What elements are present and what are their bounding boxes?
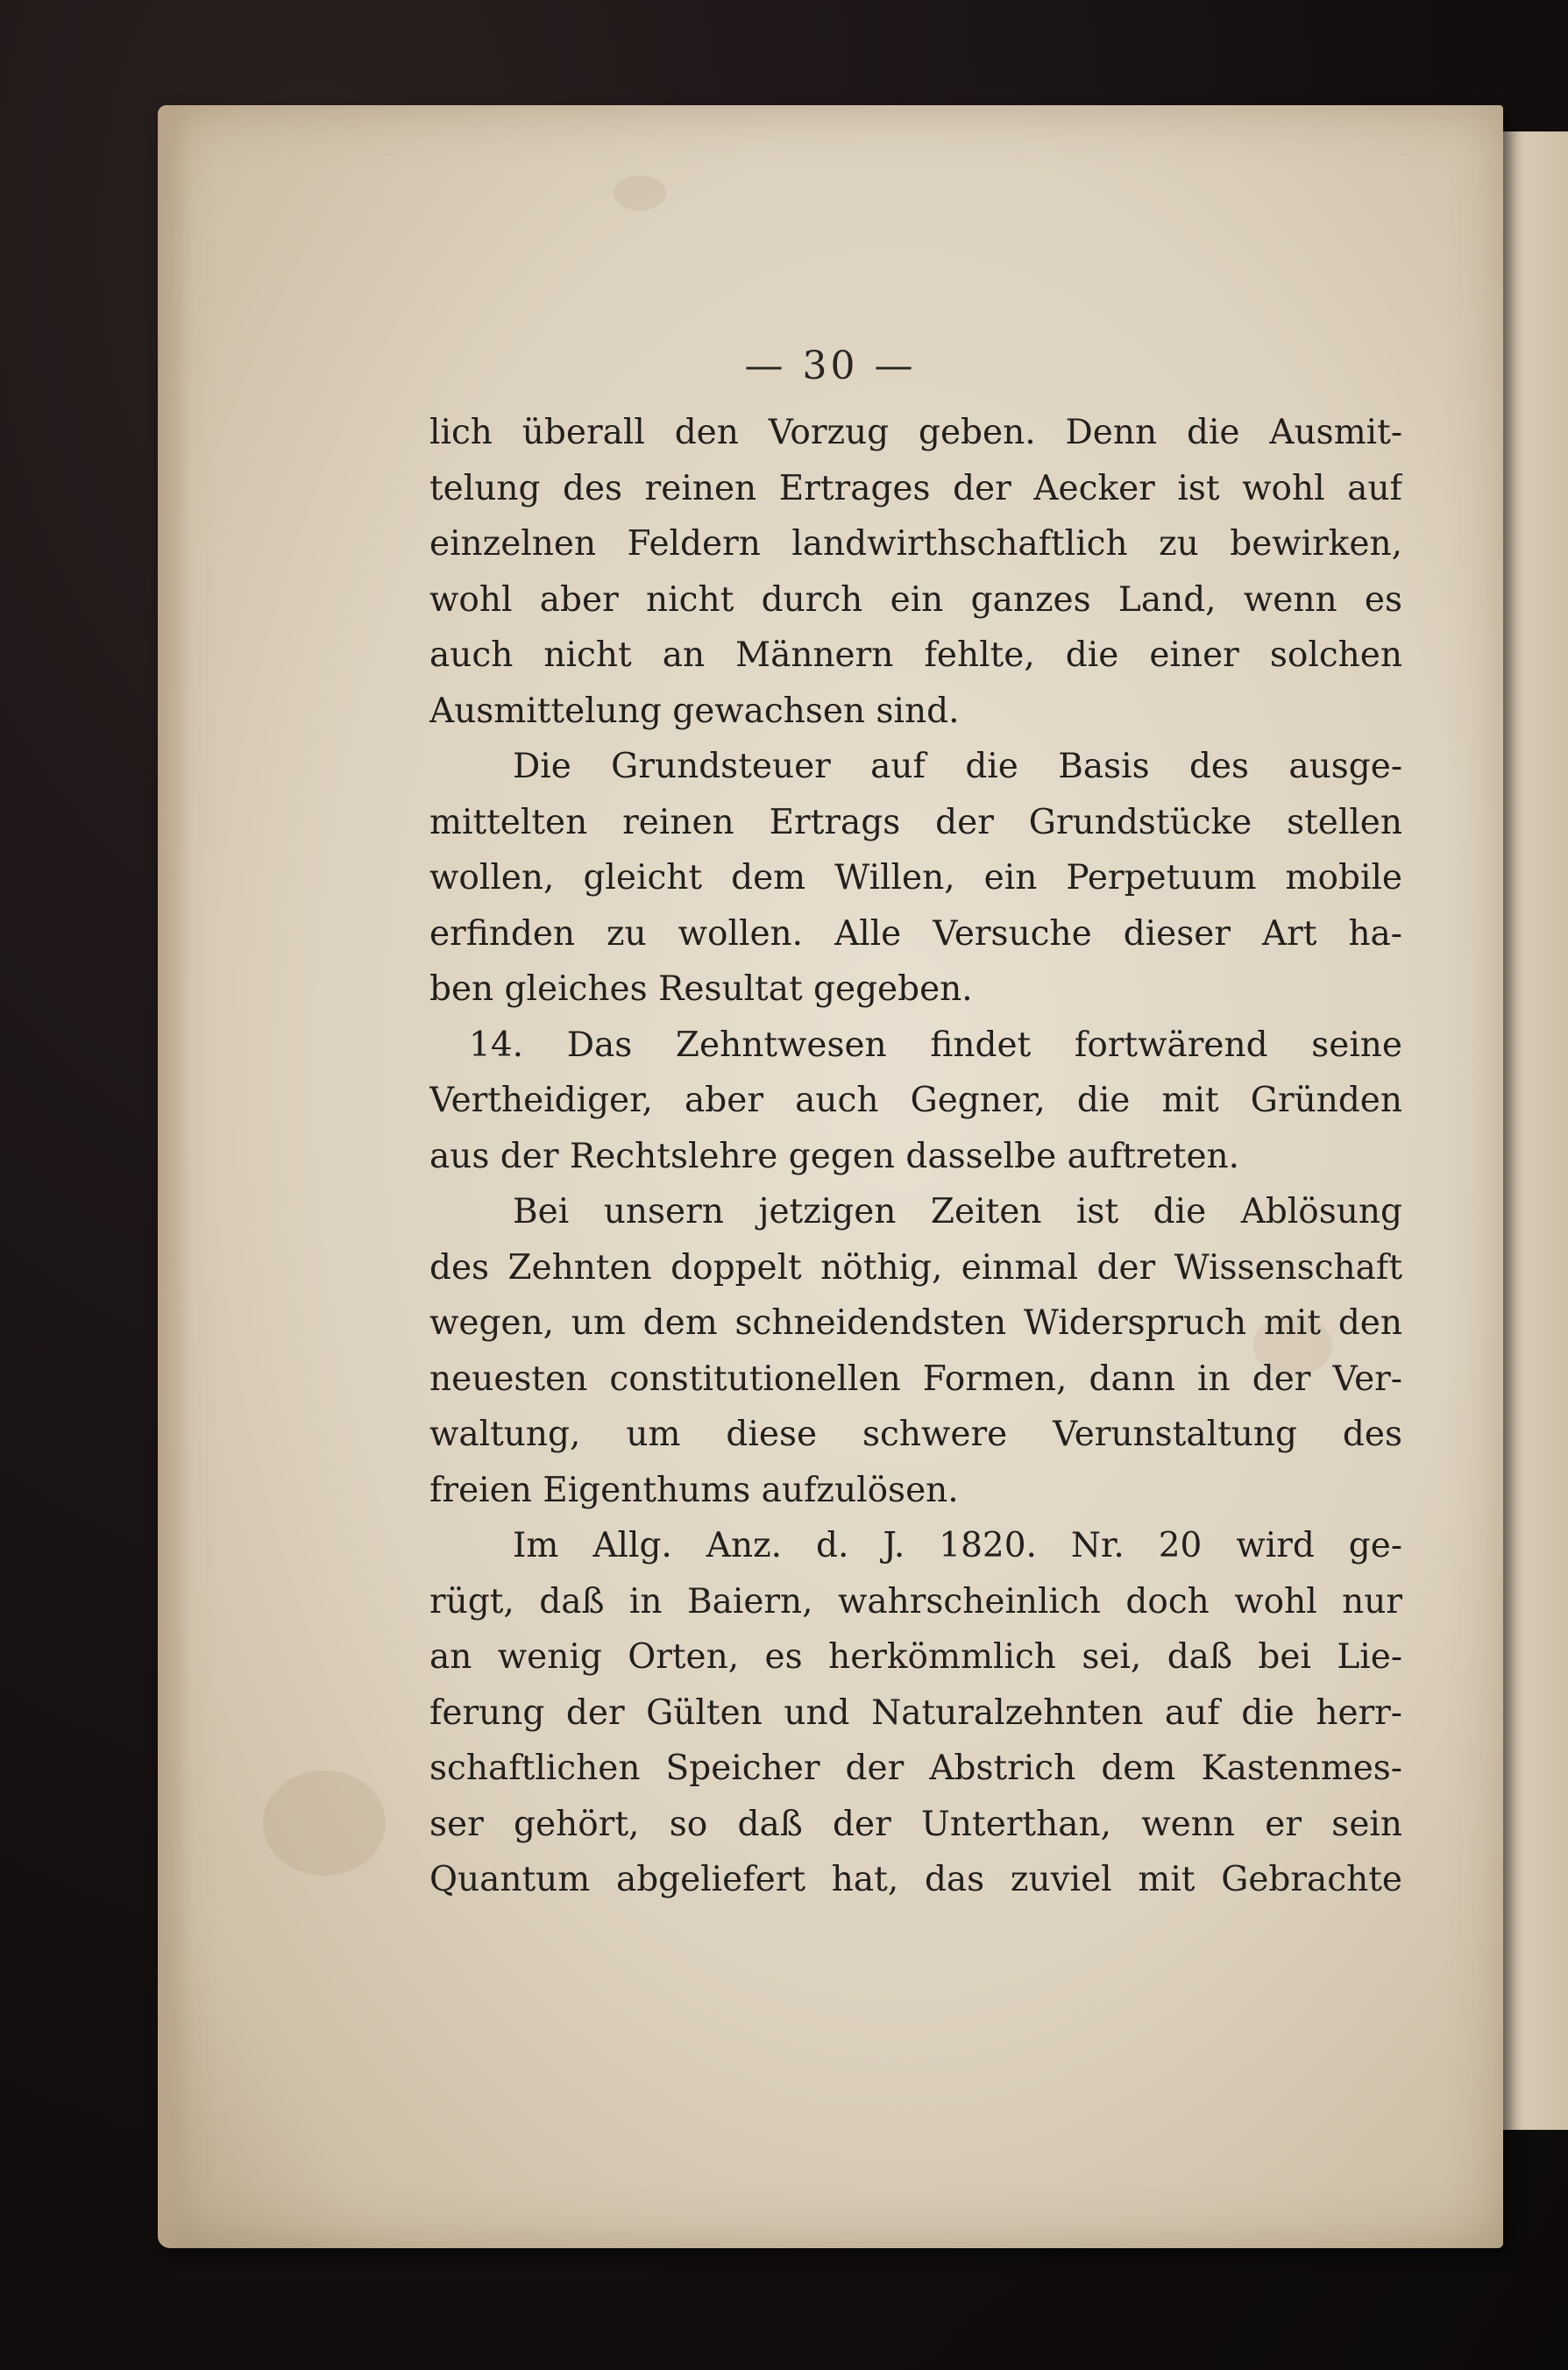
text-line: waltung, um diese schwere Verunstaltung des [429,1415,1402,1454]
text-line: wegen, um dem schneidendsten Widerspruch mit den [429,1303,1402,1343]
text-line: mittelten reinen Ertrags der Grundstücke stellen [429,802,1402,842]
paper-stain [614,175,666,210]
text-line: ferung der Gülten und Naturalzehnten auf die herr- [429,1692,1402,1733]
text-line: auch nicht an Männern fehlte, die einer solchen [429,635,1402,675]
text-line: neuesten constitutionellen Formen, dann in der Ver- [429,1359,1402,1399]
text-line: einzelnen Feldern landwirthschaftlich zu bewirken, [429,524,1402,564]
text-line: freien Eigenthums aufzulösen. [429,1470,959,1510]
text-line: wollen, gleicht dem Willen, ein Perpetuum mobile [429,858,1402,898]
body-text [429,405,1402,1908]
text-line: Die Grundsteuer auf die Basis des ausge- [513,747,1402,786]
text-line: aus der Rechtslehre gegen dasselbe auftreten. [429,1136,1240,1176]
text-line: Ausmittelung gewachsen sind. [429,691,960,731]
page-left-edge [158,105,191,2248]
text-line: ser gehört, so daß der Unterthan, wenn er sein [429,1804,1402,1844]
paper-stain [263,1770,386,1876]
text-line: schaftlichen Speicher der Abstrich dem Kastenmes- [429,1749,1402,1788]
text-line: ben gleiches Resultat gegeben. [429,969,973,1009]
text-line: Vertheidiger, aber auch Gegner, die mit Gründen [429,1081,1402,1120]
text-line: des Zehnten doppelt nöthig, einmal der Wissenschaft [429,1247,1402,1288]
text-line: Bei unsern jetzigen Zeiten ist die Ablösung [513,1192,1402,1231]
text-line: erfinden zu wollen. Alle Versuche dieser Art ha- [429,913,1402,954]
text-line: telung des reinen Ertrages der Aecker ist wohl auf [429,468,1402,508]
text-line: an wenig Orten, es herkömmlich sei, daß bei Lie- [429,1637,1402,1677]
text-line: rügt, daß in Baiern, wahrscheinlich doch wohl nur [429,1581,1402,1621]
text-line: 14. Das Zehntwesen findet fortwärend seine [469,1025,1402,1065]
text-line: Im Allg. Anz. d. J. 1820. Nr. 20 wird ge- [513,1526,1402,1565]
text-line: lich überall den Vorzug geben. Denn die Ausmit- [429,413,1402,452]
text-line: wohl aber nicht durch ein ganzes Land, wenn es [429,579,1402,620]
text-line: Quantum abgeliefert hat, das zuviel mit Gebrachte [429,1860,1402,1899]
page-number-header: — 30 — [744,344,917,388]
